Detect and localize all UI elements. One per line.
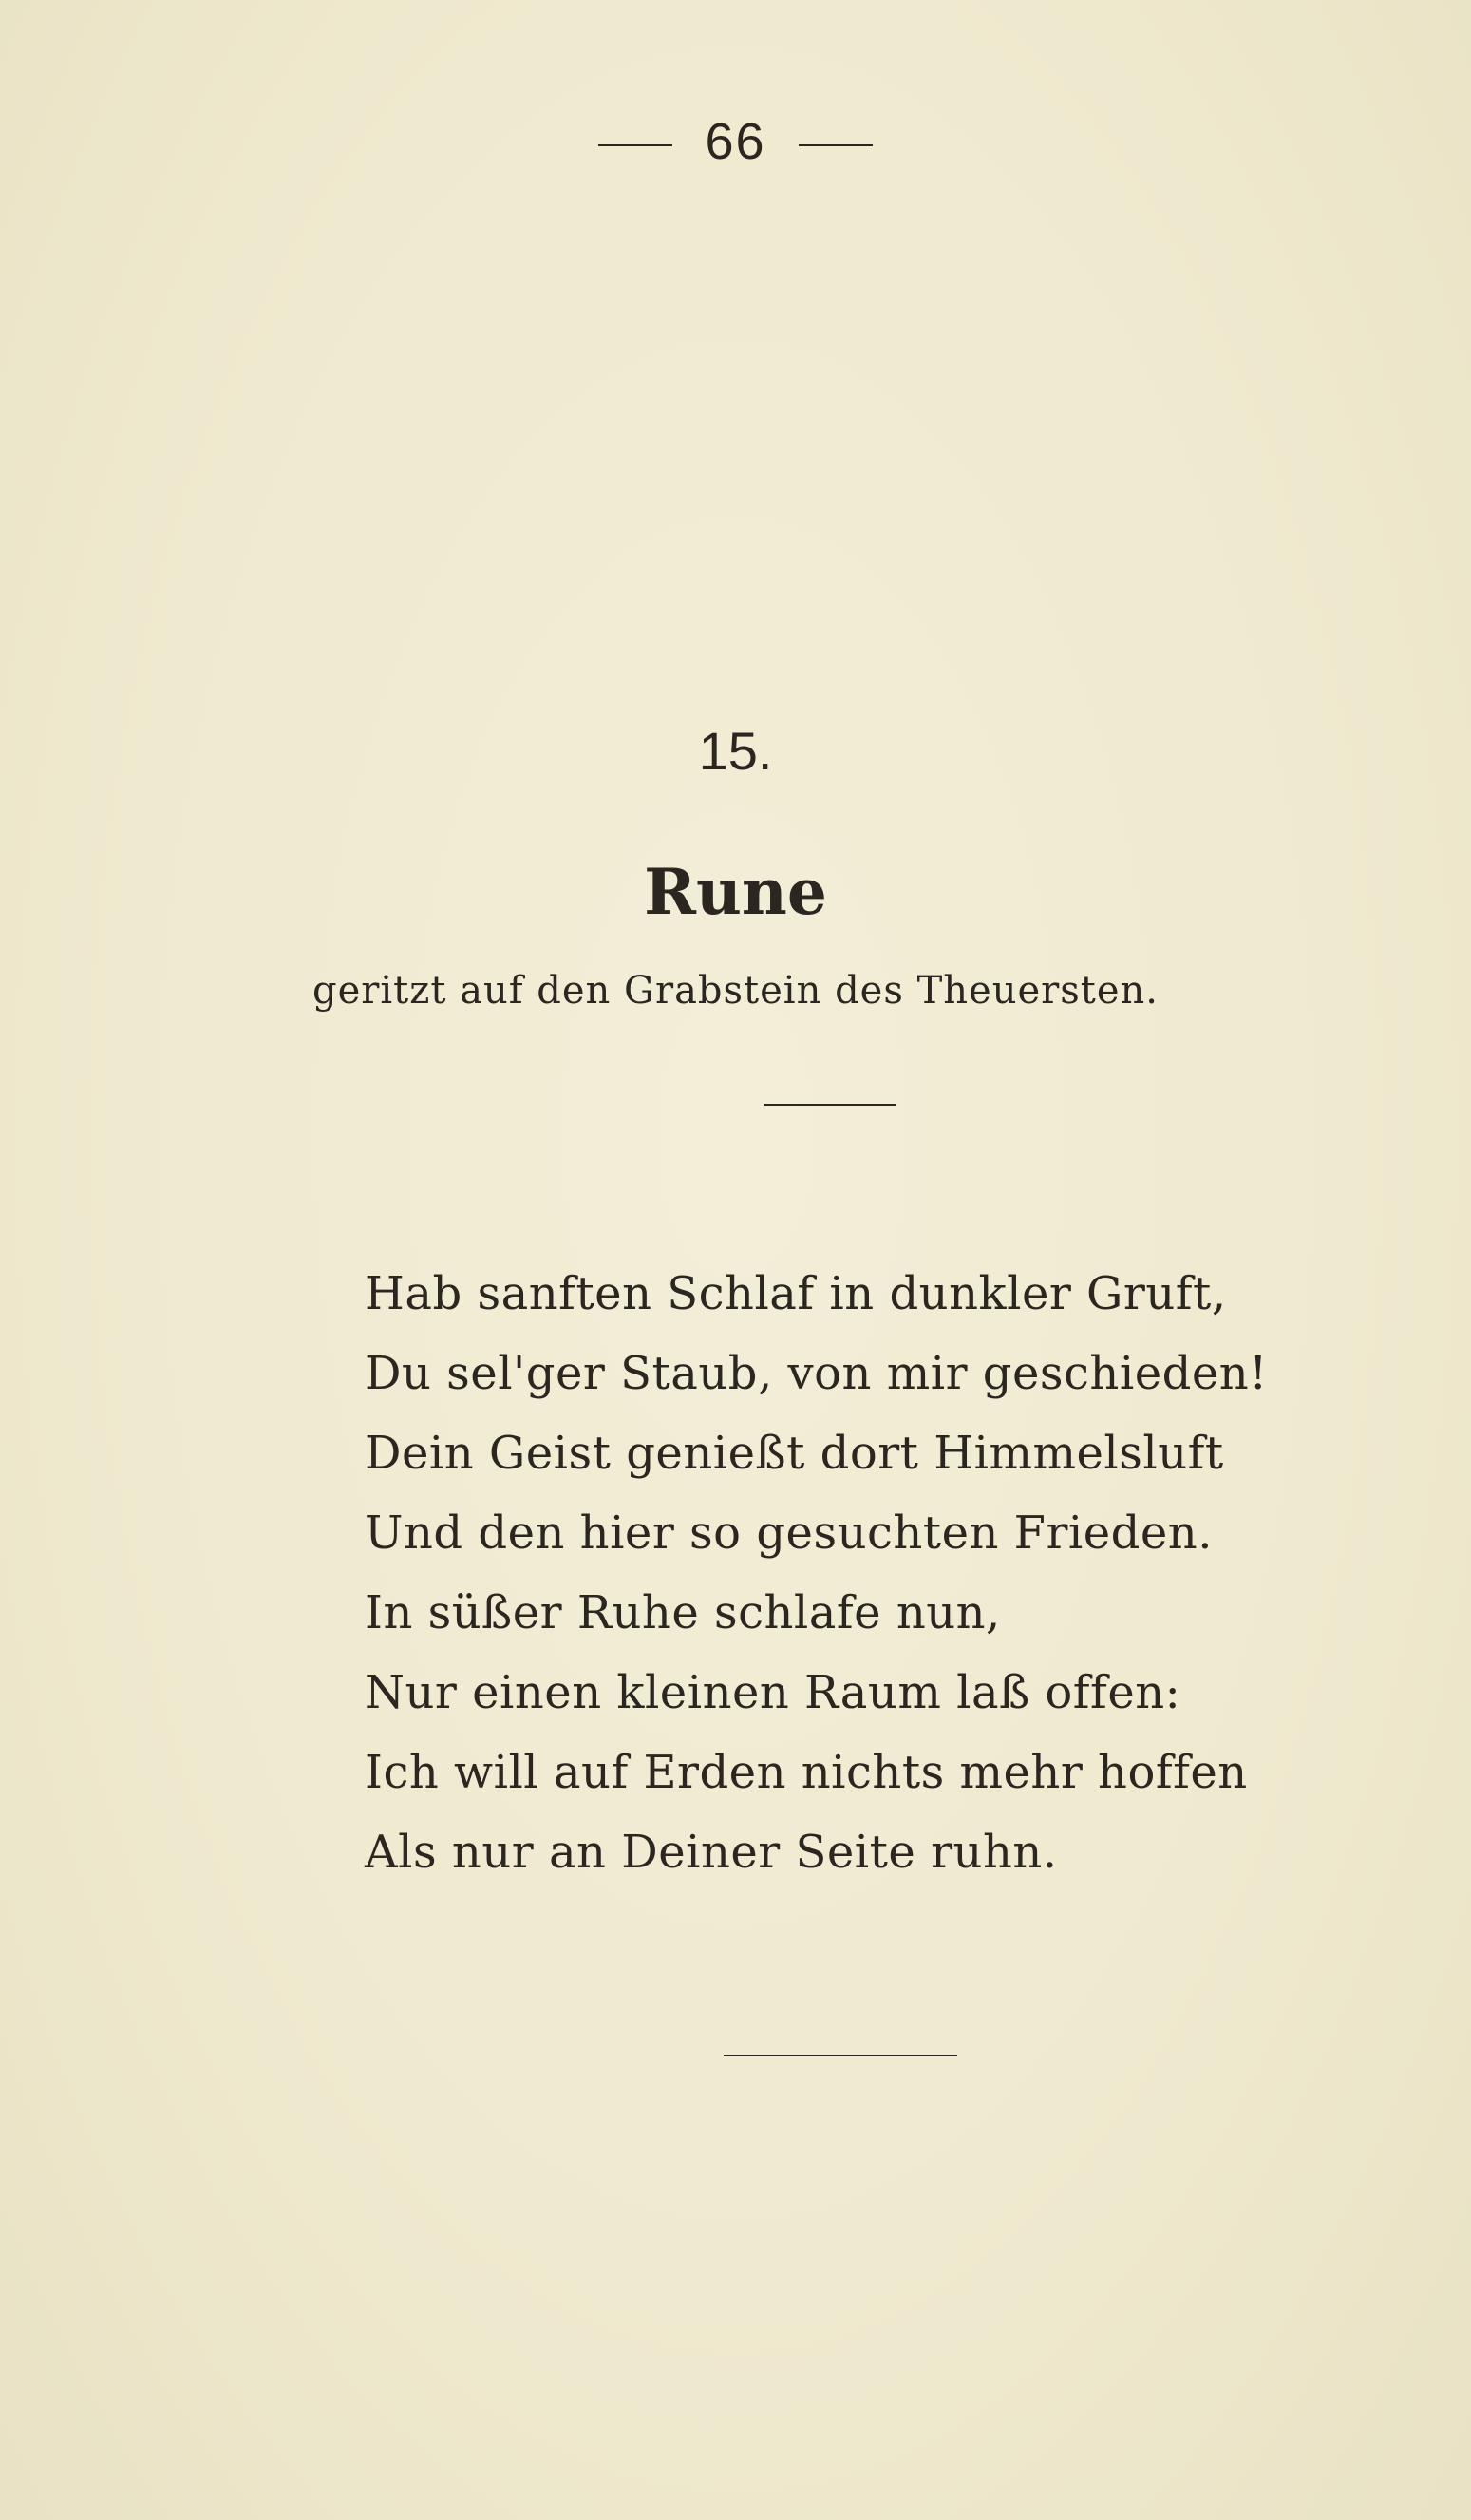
poem-line: Als nur an Deiner Seite ruhn. <box>365 1826 1058 1879</box>
page-header <box>0 112 1471 171</box>
poem-subtitle: geritzt auf den Grabstein des Theuersten. <box>311 969 1160 1013</box>
poem-line: Und den hier so gesuchten Frieden. <box>365 1506 1213 1560</box>
header-dash-right <box>799 144 873 146</box>
poem-line: Ich will auf Erden nichts mehr hoffen <box>365 1746 1248 1799</box>
poem-line: Hab sanften Schlaf in dunkler Gruft, <box>365 1267 1227 1320</box>
page-number: 66 <box>705 113 766 170</box>
poem-stanza <box>365 1254 1314 1892</box>
poem-number: 15. <box>698 721 773 781</box>
poem-line: Du sel'ger Staub, von mir geschieden! <box>365 1347 1268 1400</box>
end-divider <box>724 2055 957 2056</box>
poem-line: In süßer Ruhe schlafe nun, <box>365 1586 1001 1639</box>
poem-title: Rune <box>644 855 827 929</box>
header-dash-left <box>598 144 672 146</box>
title-divider <box>764 1104 896 1106</box>
poem-line: Nur einen kleinen Raum laß offen: <box>365 1666 1181 1719</box>
poem-line: Dein Geist genießt dort Himmelsluft <box>365 1427 1224 1480</box>
